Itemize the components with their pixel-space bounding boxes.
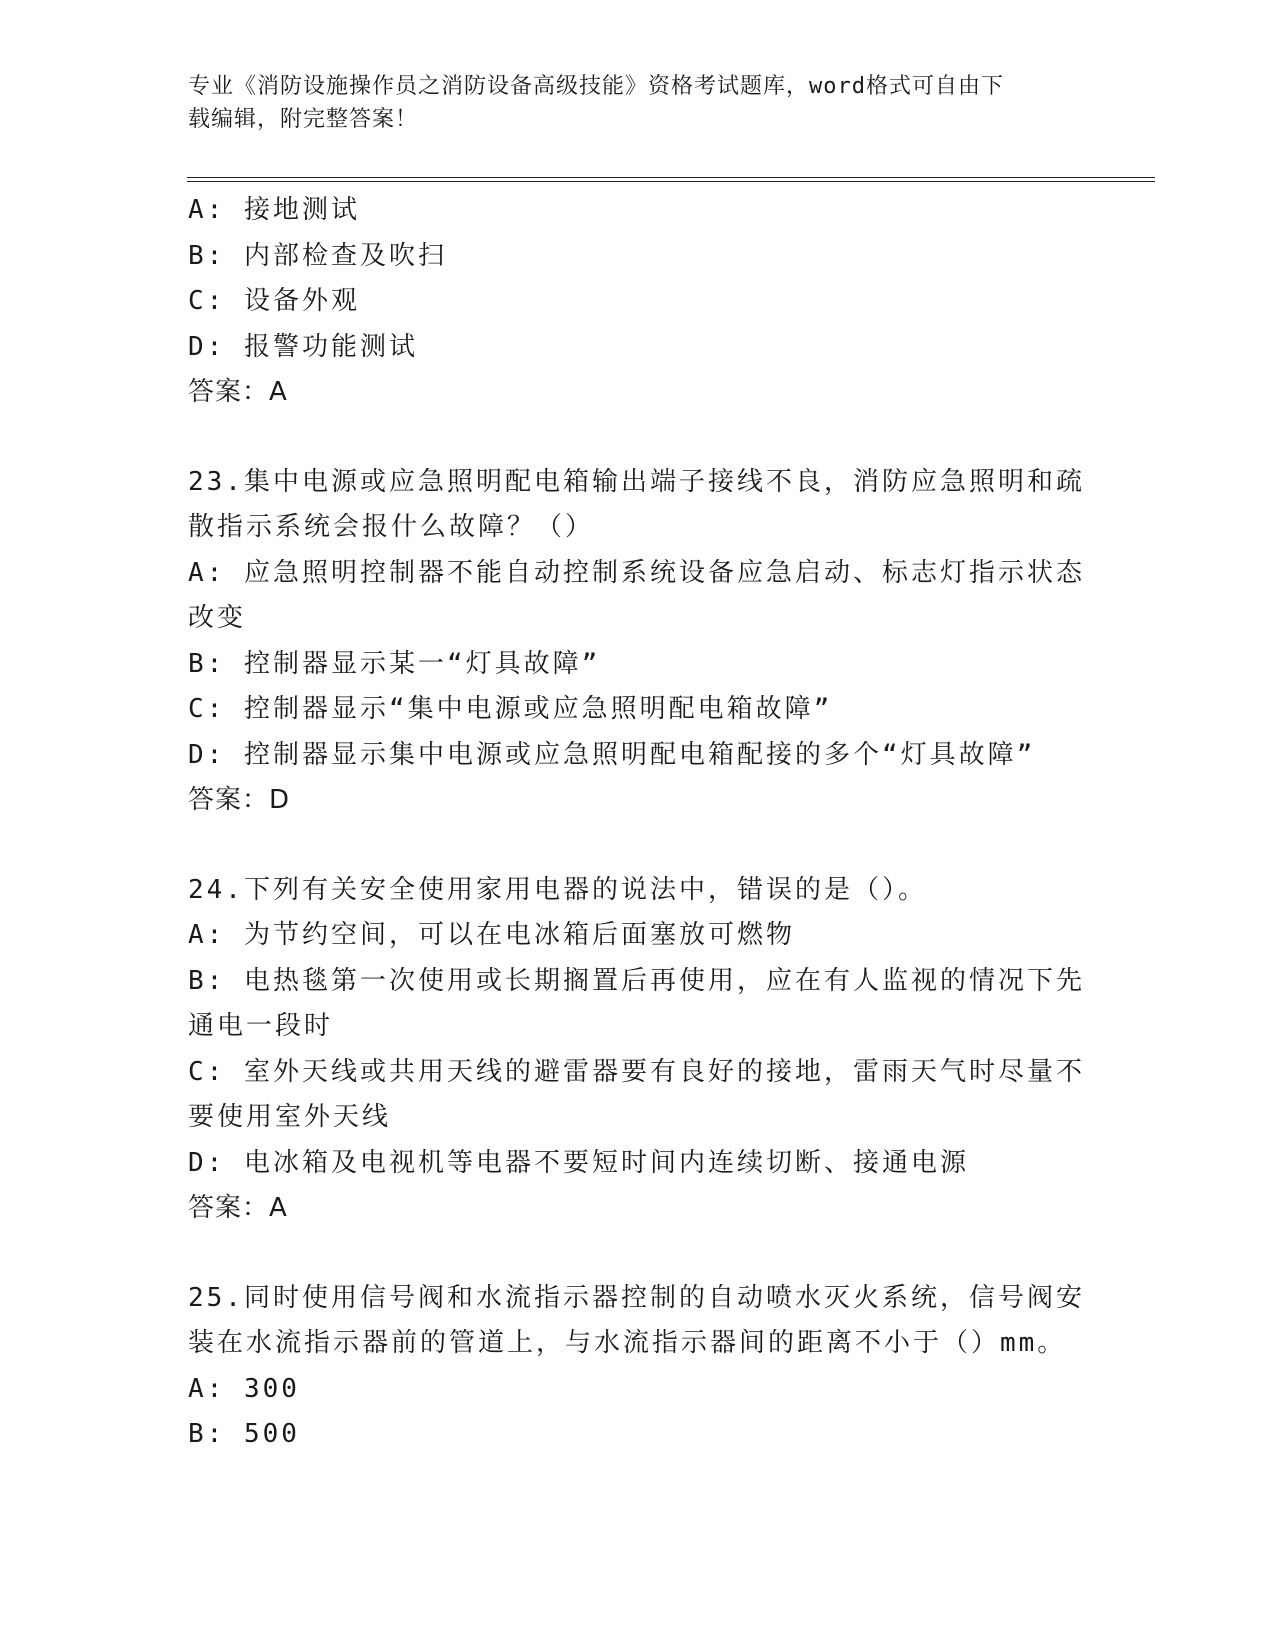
question-block (188, 868, 1088, 1232)
option-line: A: 接地测试 (188, 195, 360, 225)
question-stem-line: 24.下列有关安全使用家用电器的说法中，错误的是（）。 (188, 874, 927, 905)
option-line: A: 为节约空间，可以在电冰箱后面塞放可燃物 (188, 920, 795, 950)
answer-line: 答案：A (188, 1193, 288, 1223)
option-line: C: 控制器显示“集中电源或应急照明配电箱故障” (188, 694, 833, 724)
option-line: D: 报警功能测试 (188, 331, 418, 362)
option-line: B: 电热毯第一次使用或长期搁置后再使用，应在有人监视的情况下先 (188, 965, 1085, 996)
option-line: D: 电冰箱及电视机等电器不要短时间内连续切断、接通电源 (188, 1147, 969, 1178)
option-line: B: 内部检查及吹扫 (188, 240, 447, 271)
question-gap (188, 824, 1088, 868)
question-block (188, 188, 1088, 416)
question-stem-line: 装在水流指示器前的管道上，与水流指示器间的距离不小于（）mm。 (188, 1328, 1067, 1358)
option-line: C: 设备外观 (188, 286, 360, 316)
answer-line: 答案：D (188, 785, 291, 815)
header-rule-top (187, 177, 1155, 178)
answer-line: 答案：A (188, 377, 288, 407)
option-line: 要使用室外天线 (188, 1102, 392, 1132)
option-line: A: 应急照明控制器不能自动控制系统设备应急启动、标志灯指示状态 (188, 557, 1085, 588)
option-line: C: 室外天线或共用天线的避雷器要有良好的接地，雷雨天气时尽量不 (188, 1056, 1085, 1087)
question-gap (188, 416, 1088, 460)
option-line: B: 控制器显示某一“灯具故障” (188, 648, 601, 679)
document-header (188, 70, 1088, 136)
header-line-1: 专业《消防设施操作员之消防设备高级技能》资格考试题库，word格式可自由下 (188, 74, 1004, 99)
question-stem-line: 散指示系统会报什么故障？（） (188, 512, 595, 542)
question-block (188, 1276, 1088, 1458)
question-gap (188, 1232, 1088, 1276)
header-rule-bottom (187, 181, 1155, 182)
question-stem-line: 23.集中电源或应急照明配电箱输出端子接线不良，消防应急照明和疏 (188, 466, 1085, 497)
option-line: D: 控制器显示集中电源或应急照明配电箱配接的多个“灯具故障” (188, 739, 1036, 770)
option-line: 通电一段时 (188, 1011, 334, 1041)
question-list (188, 188, 1088, 1458)
option-line: 改变 (188, 603, 247, 633)
question-block (188, 460, 1088, 824)
option-line: A: 300 (188, 1373, 300, 1404)
header-line-2: 载编辑，附完整答案！ (188, 107, 419, 132)
option-line: B: 500 (188, 1419, 300, 1449)
question-stem-line: 25.同时使用信号阀和水流指示器控制的自动喷水灭火系统，信号阀安 (188, 1282, 1085, 1313)
